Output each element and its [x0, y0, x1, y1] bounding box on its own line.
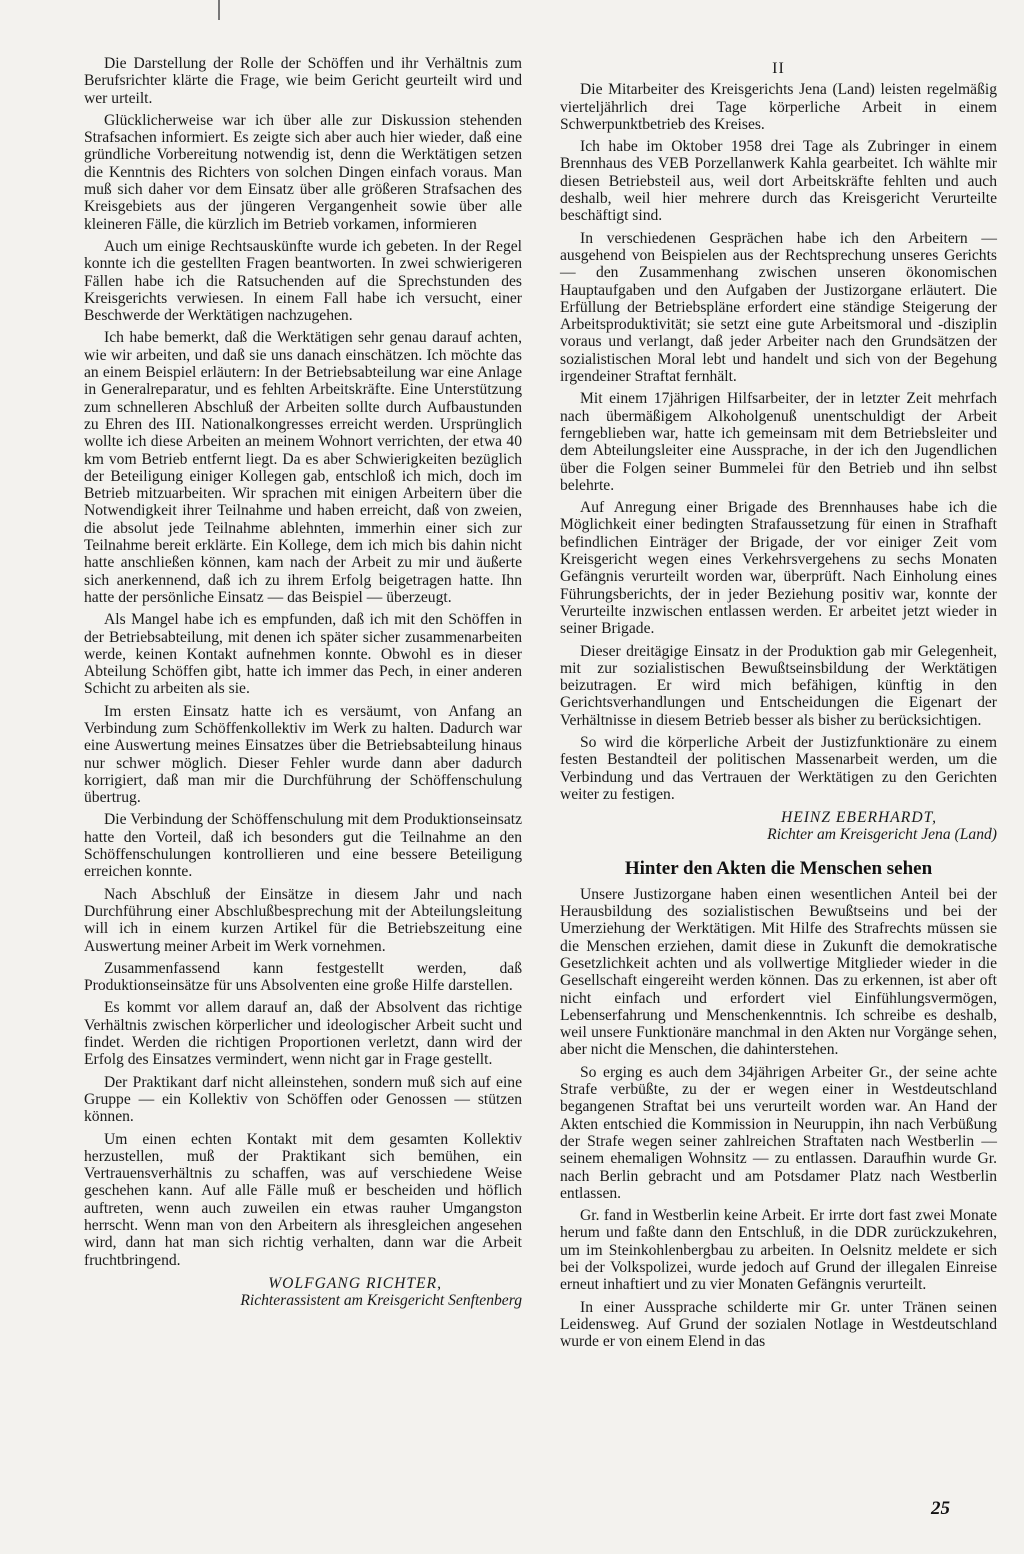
- paragraph: In einer Aussprache schilderte mir Gr. unter Tränen seinen Leidensweg. Auf Grund der sozialen Notlage in Westdeutschland wurde er von einem Elend in das: [560, 1298, 997, 1351]
- paragraph: Es kommt vor allem darauf an, daß der Absolvent das richtige Verhältnis zwischen körperlicher und ideologischer Arbeit sucht und findet. Werden die richtigen Proportionen verletzt, dann wird der Erfolg des Einsatzes vermindert, wenn nicht gar in Frage gestellt.: [84, 999, 522, 1069]
- right-column: [560, 60, 997, 1355]
- article-heading: Hinter den Akten die Menschen sehen: [624, 857, 933, 879]
- section-number: II: [772, 60, 785, 77]
- paragraph: Nach Abschluß der Einsätze in diesem Jahr und nach Durchführung einer Abschlußbesprechung mit der Abteilungsleitung will ich in einem kurzen Artikel für die Betriebszeitung eine Auswertung meiner Arbeit im Werk vornehmen.: [84, 885, 522, 955]
- paragraph: Die Darstellung der Rolle der Schöffen und ihr Verhältnis zum Berufsrichter klärte die Frage, wie beim Gericht geurteilt wird und wer urteilt.: [84, 55, 522, 107]
- page-number: 25: [931, 1498, 950, 1519]
- paragraph: Ich habe im Oktober 1958 drei Tage als Zubringer in einem Brennhaus des VEB Porzellanwerk Kahla gearbeitet. Ich wählte mir diesen Betriebsteil aus, weil dort Arbeitskräfte fehlten und auch deshalb, weil hier mehrere durch das Kreisgericht Verurteilte beschäftigt sind.: [560, 138, 997, 225]
- paragraph: Der Praktikant darf nicht alleinstehen, sondern muß sich auf eine Gruppe — ein Kollektiv von Schöffen oder Genossen — stützen können.: [84, 1073, 522, 1126]
- paragraph: Um einen echten Kontakt mit dem gesamten Kollektiv herzustellen, muß der Praktikant sich bemühen, ein Vertrauensverhältnis zu schaffen, was auf verschiedene Weise geschehen kann. Auf alle Fälle muß er bescheiden und höflich auftreten, wenn auch zuweilen ein etwas rauher Umgangston herrscht. Wenn man von den Arbeitern als ihresgleichen angesehen wird, dann hat man sich richtig verhalten, dann war die Arbeit fruchtbringend.: [84, 1130, 522, 1269]
- paragraph: In verschiedenen Gesprächen habe ich den Arbeitern — ausgehend von Beispielen aus der Rechtsprechung unseres Gerichts — den Zusammenhang zwischen unseren ökonomischen Hauptaufgaben und den Aufgaben der Justizorgane erläutert. Die Erfüllung der Betriebspläne erfordert eine ständige Steigerung der Arbeitsproduktivität; sie setzt eine gute Arbeitsmoral und -disziplin voraus und verlangt, daß jeder Arbeiter nach den Grundsätzen der sozialistischen Moral lebt und handelt und sich von der Begehung irgendeiner Straftat fernhält.: [560, 229, 997, 386]
- author-role: Richterassistent am Kreisgericht Senftenberg: [240, 1292, 522, 1310]
- paragraph: Zusammenfassend kann festgestellt werden, daß Produktionseinsätze für uns Absolventen eine große Hilfe darstellen.: [84, 959, 522, 995]
- author-role: Richter am Kreisgericht Jena (Land): [767, 826, 997, 844]
- paragraph: Die Verbindung der Schöffenschulung mit dem Produktionseinsatz hatte den Vorteil, daß ich besonders gut die Teilnahme an den Schöffenschulungen kontrollieren und eine bessere Beteiligung erreichen konnte.: [84, 811, 522, 881]
- scan-mark: [218, 0, 220, 20]
- paragraph: Als Mangel habe ich es empfunden, daß ich mit den Schöffen in der Betriebsabteilung, mit denen ich später sicher zusammenarbeiten werde, keinen Kontakt aufnehmen konnte. Obwohl es in dieser Abteilung Schöffen gibt, hatte ich immer das Pech, in einer anderen Schicht zu arbeiten als sie.: [84, 611, 522, 698]
- paragraph: Ich habe bemerkt, daß die Werktätigen sehr genau darauf achten, wie wir arbeiten, und daß sie uns danach einschätzen. Ich möchte das an einem Beispiel erläutern: In der Betriebsabteilung war eine Anlage in Generalreparatur, und es fehlten Arbeitskräfte. Eine Unterstützung zum schnelleren Abschluß der Arbeiten sollte durch Aufbaustunden zu Ehren des III. Nationalkongresses erreicht werden. Ursprünglich wollte ich diese Arbeiten an meinem Wohnort verrichten, der etwa 40 km vom Betrieb entfernt liegt. Da es aber Schwierigkeiten bezüglich der Beteiligung einiger Kollegen gab, entschloß ich mich, doch im Betrieb mitzuarbeiten. Wir sprachen mit einigen Arbeitern über die Notwendigkeit ihrer Teilnahme und haben erreicht, daß von zweien, die absolut jede Teilnahme ablehnten, immerhin einer sich zur Teilnahme bereit erklärte. Ein Kollege, dem ich mich bis dahin nicht hatte anschließen können, kam nach der Arbeit zu mir und äußerte sich anerkennend, daß ich zu ihrem Erfolg beigetragen hatte. Ihn hatte der persönliche Einsatz — das Beispiel — überzeugt.: [84, 329, 522, 606]
- paragraph: Glücklicherweise war ich über alle zur Diskussion stehenden Strafsachen informiert. Es zeigte sich aber auch hier wieder, daß eine gründliche Vorbereitung notwendig ist, denn die Werktätigen setzen die Kenntnis des Richters von solchen Dingen einfach voraus. Man muß sich daher vor dem Einsatz über alle größeren Strafsachen des Kreisgebiets aus der jüngeren Vergangenheit sowie über alle kleineren Fälle, die kürzlich im Betrieb vorkamen, informieren: [84, 111, 522, 233]
- paragraph: So erging es auch dem 34jährigen Arbeiter Gr., der seine achte Strafe verbüßte, zu der er wegen einer in Westdeutschland begangenen Straftat bei uns verurteilt worden war. An Hand der Akten entschied die Kommission in Neuruppin, ihn nach Verbüßung der Strafe wegen seiner zahlreichen Straftaten nach Westberlin — seinem ehemaligen Wohnsitz — zu entlassen. Daraufhin wurde Gr. nach Berlin gebracht und am Potsdamer Platz nach Westberlin entlassen.: [560, 1063, 997, 1202]
- paragraph: Auf Anregung einer Brigade des Brennhauses habe ich die Möglichkeit einer bedingten Strafaussetzung für einen in Strafhaft befindlichen Einträger der Brigade, der vor einiger Zeit vom Kreisgericht wegen eines Verkehrsvergehens zu sechs Monaten Gefängnis verurteilt worden war, überprüft. Nach Einholung eines Führungsberichts, der in jeder Beziehung positiv war, konnte der Verurteilte inzwischen entlassen werden. Er arbeitet jetzt wieder in seiner Brigade.: [560, 499, 997, 638]
- paragraph: Mit einem 17jährigen Hilfsarbeiter, der in letzter Zeit mehrfach nach übermäßigem Alkoholgenuß unentschuldigt der Arbeit ferngeblieben war, hatte ich gemeinsam mit dem Betriebsleiter und dem Abteilungsleiter eine Aussprache, in der ich den Jugendlichen über die Folgen seiner Bummelei für den Betrieb und ihn selbst belehrte.: [560, 390, 997, 494]
- left-column: [84, 55, 522, 1309]
- paragraph: Gr. fand in Westberlin keine Arbeit. Er irrte dort fast zwei Monate herum und faßte dann den Entschluß, in die DDR zurückzukehren, um im Steinkohlenbergbau zu arbeiten. In Oelsnitz meldete er sich bei der Volkspolizei, wurde jedoch auf Grund der illegalen Einreise erneut inhaftiert und zu vier Monaten Gefängnis verurteilt.: [560, 1207, 997, 1294]
- paragraph: Unsere Justizorgane haben einen wesentlichen Anteil bei der Herausbildung des sozialistischen Bewußtseins und bei der Umerziehung der Werktätigen. Mit Hilfe des Strafrechts müssen sie die Menschen erziehen, damit diese in Zukunft die demokratische Gesetzlichkeit achten und als vollwertige Mitglieder wieder in die Gesellschaft eingereiht werden können. Das zu erkennen, ist aber oft nicht einfach und erfordert viel Einfühlungsvermögen, Lebenserfahrung und Menschenkenntnis. Ich schreibe es deshalb, weil unsere Funktionäre manchmal in den Akten nur Vorgänge sehen, aber nicht die Menschen, die dahinterstehen.: [560, 885, 997, 1059]
- paragraph: Dieser dreitägige Einsatz in der Produktion gab mir Gelegenheit, mit zur sozialistischen Bewußtseinsbildung der Werktätigen beizutragen. Er wird mich befähigen, künftig in den Gerichtsverhandlungen und Entscheidungen die Eigenart der Verhältnisse in diesem Betrieb besser als bisher zu berücksichtigen.: [560, 642, 997, 729]
- paragraph: Im ersten Einsatz hatte ich es versäumt, von Anfang an Verbindung zum Schöffenkollektiv im Werk zu halten. Dadurch war eine Auswertung meines Einsatzes über die Betriebsabteilung hinaus nur schwer möglich. Dieser Fehler wurde dann aber dadurch korrigiert, daß man mir die Durchführung der Schöffenschulung übertrug.: [84, 702, 522, 807]
- paragraph: Auch um einige Rechtsauskünfte wurde ich gebeten. In der Regel konnte ich die gestellten Fragen beantworten. In zwei schwierigeren Fällen habe ich die Ratsuchenden auf die Sprechstunden des Kreisgerichts verwiesen. In einem Fall habe ich versucht, einer Beschwerde der Werktätigen nachzugehen.: [84, 237, 522, 325]
- author-signature: WOLFGANG RICHTER,: [268, 1274, 442, 1292]
- paragraph: Die Mitarbeiter des Kreisgerichts Jena (Land) leisten regelmäßig vierteljährlich drei Tage körperliche Arbeit in einem Schwerpunktbetrieb des Kreises.: [560, 81, 997, 133]
- paragraph: So wird die körperliche Arbeit der Justizfunktionäre zu einem festen Bestandteil der politischen Massenarbeit werden, um die Verbindung und das Vertrauen der Werktätigen zu den Gerichten weiter zu festigen.: [560, 733, 997, 803]
- author-signature: HEINZ EBERHARDT,: [780, 809, 937, 827]
